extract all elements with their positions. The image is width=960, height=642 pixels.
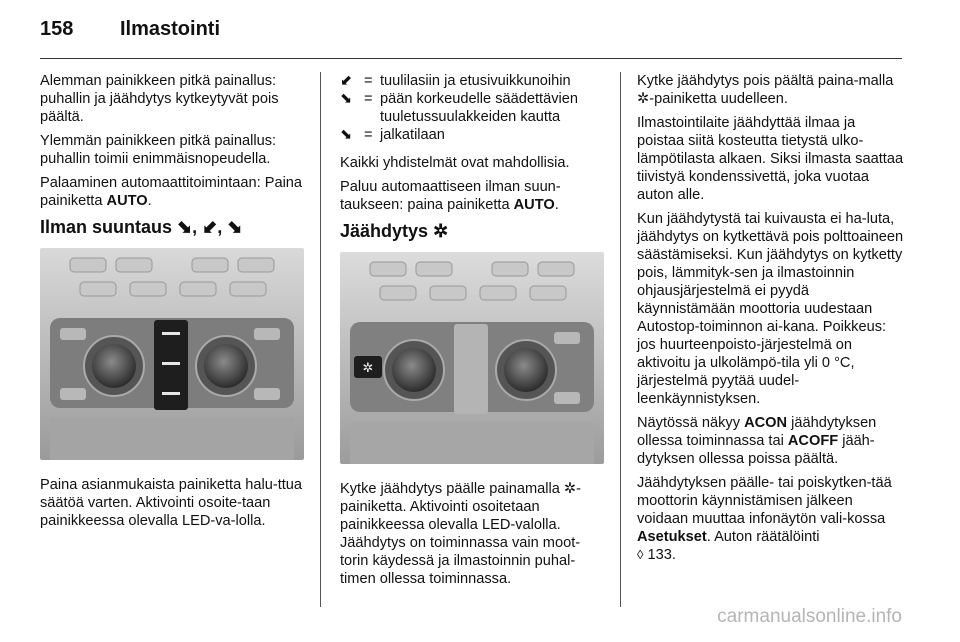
column-1	[40, 72, 306, 536]
column-divider	[620, 72, 621, 607]
symbol-row: ⬋ = tuulilasiin ja etusivuikkunoihin	[340, 73, 571, 89]
paragraph: Näytössä näkyy ACON jäähdytyksen ollessa toiminnassa tai ACOFF jääh-dytyksen ollessa poissa päältä.	[637, 415, 877, 467]
paragraph: Alemman painikkeen pitkä painallus: puhallin ja jäähdytys kytkeytyvät pois päältä.	[40, 73, 279, 125]
paragraph: Paluu automaattiseen ilman suun-taukseen: paina painiketta AUTO.	[340, 179, 561, 213]
symbol-row: ⬊ = pään korkeudelle säädettävien tuuletussuulakkeiden kautta	[340, 91, 578, 125]
paragraph: Kun jäähdytystä tai kuivausta ei ha-luta, jäähdytys on kytkettävä pois polttoaineen säästämiseksi. Kun jäähdytys on kytketty pois, lämmityk-sen ja ilmastoinnin ohjausjärjestelmä ei pyydä käynnistämään moottoria uudestaan Autostop-toiminnon ai-kana. Poikkeus: jos huurteenpoisto-järjestelmä on aktivoitu ja ulkolämpö-tila yli 0 °C, järjestelmä pyytää uudel-leenkäynnistyksen.	[637, 211, 904, 407]
page-reference-arrow-icon: ◊	[637, 547, 644, 562]
head-icon: ⬊	[340, 91, 353, 107]
auto-key: AUTO	[106, 193, 148, 209]
section-heading: Jäähdytys ✲	[340, 221, 449, 241]
paragraph: Paina asianmukaista painiketta halu-ttua säätöä varten. Aktivointi osoite-taan painikkeessa olevalla LED-va-lolla.	[40, 477, 303, 529]
snowflake-icon: ✲	[563, 481, 577, 497]
section-heading: Ilman suuntaus ⬊, ⬋, ⬊	[40, 217, 243, 237]
symbol-table	[340, 72, 605, 144]
paragraph: Ylemmän painikkeen pitkä painallus: puhallin toimii enimmäisnopeudella.	[40, 133, 277, 167]
paragraph: Palaaminen automaattitoimintaan: Paina painiketta AUTO.	[40, 175, 303, 209]
cooling-panel-photo	[340, 252, 604, 464]
windscreen-foot-icon: ⬋	[340, 73, 353, 89]
snowflake-icon: ✲	[637, 91, 650, 107]
snowflake-icon: ✲	[433, 221, 449, 241]
foot-icon: ⬊	[340, 127, 353, 143]
page-number: 158	[40, 18, 74, 40]
settings-key: Asetukset	[637, 529, 707, 545]
paragraph: Jäähdytyksen päälle- tai poiskytken-tää moottorin käynnistämisen jälkeen voidaan muuttaa infonäytön vali-kossa Asetukset. Auton räätälöinti ◊ 133.	[637, 475, 892, 563]
page-header	[40, 18, 920, 48]
page-title: Ilmastointi	[120, 18, 221, 40]
climate-panel-photo	[40, 248, 304, 460]
svg-text:✲: ✲	[362, 361, 374, 376]
acon-key: ACON	[744, 415, 788, 431]
paragraph: Ilmastointilaite jäähdyttää ilmaa ja poistaa siitä kosteutta tietystä ulko-lämpötilasta alkaen. Siksi ilmasta saattaa tiivistyä kondenssivettä, joka vuotaa auton alle.	[637, 115, 904, 203]
paragraph: Kytke jäähdytys pois päältä paina-malla ✲-painiketta uudelleen.	[637, 73, 894, 107]
symbol-row: ⬊ = jalkatilaan	[340, 127, 445, 143]
column-divider	[320, 72, 321, 607]
auto-key: AUTO	[513, 197, 555, 213]
paragraph: Kytke jäähdytys päälle painamalla ✲-painiketta. Aktivointi osoitetaan painikkeessa olevalla LED-valolla. Jäähdytys on toiminnassa vain moot-torin käydessä ja ilmastoinnin puhal-timen ollessa toiminnassa.	[340, 481, 582, 587]
paragraph: Kaikki yhdistelmät ovat mahdollisia.	[340, 155, 570, 171]
column-3	[637, 72, 905, 570]
header-rule	[40, 58, 902, 59]
watermark: carmanualsonline.info	[717, 606, 902, 627]
air-distribution-icons: ⬊, ⬋, ⬊	[177, 217, 243, 237]
column-2	[340, 72, 605, 594]
page-reference[interactable]: 133.	[647, 547, 676, 563]
acoff-key: ACOFF	[787, 433, 839, 449]
